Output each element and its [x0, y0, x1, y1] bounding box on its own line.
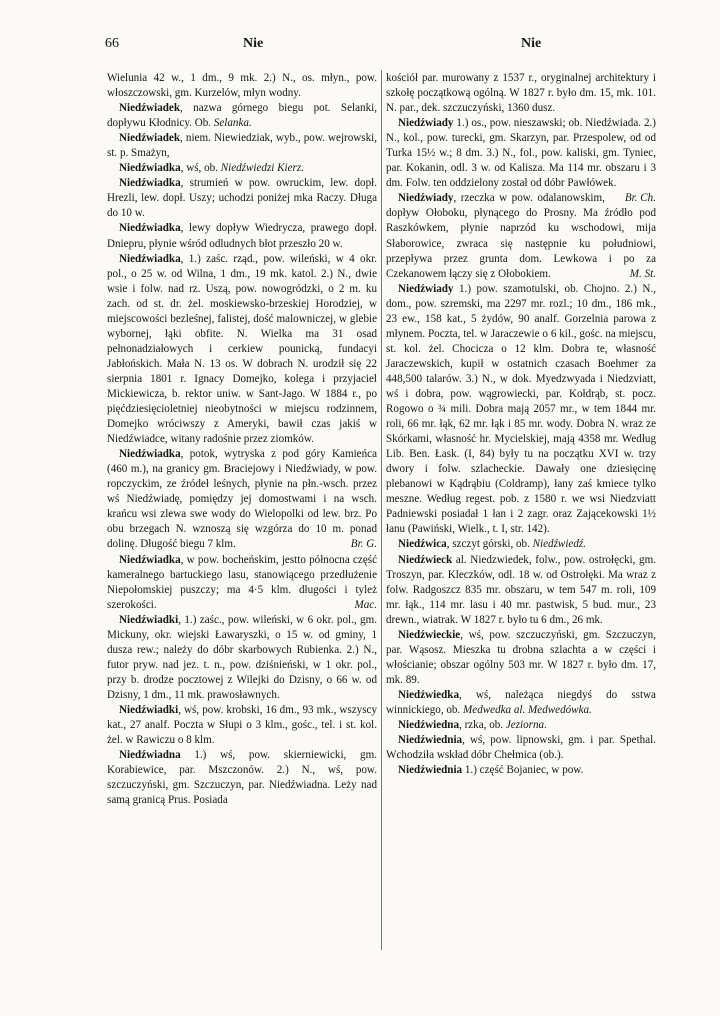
entry-text: , wś, ob. [180, 162, 218, 175]
entry-headword: Niedźwiady [398, 282, 454, 295]
dictionary-entry [107, 71, 377, 101]
entry-text: , potok, wytryska z pod góry Kamieńca (460 m.), na granicy gm. Braciejowy i Niedźwiady, w pow. ropczyckim, ze źródeł leśnych, płynie na płn.-wsch. przez wś Niedźwiadę, pomiędzy jej domostwami i na wsch. krańcu wsi zlewa swe wody do Wielopolki od lew. brz. Po obu brzegach N. wznoszą się wzgórza do 10 m. ponad dolinę. Długość biegu 7 klm. [107, 448, 377, 551]
entry-headword: Niedźwiadna [119, 749, 181, 762]
page-number: 66 [105, 36, 119, 51]
dictionary-entry [107, 176, 377, 221]
entry-cross-reference: Niedźwiedzi Kierz. [220, 162, 304, 175]
entry-text: , wś, pow. lipnowski, gm. i par. Spethal. Wchodziła wskład dóbr Chełmica (ob.). [386, 734, 656, 762]
dictionary-entry [107, 703, 377, 748]
dictionary-entry [386, 628, 656, 688]
dictionary-entry [107, 553, 377, 613]
right-column [386, 71, 656, 778]
entry-headword: Niedźwica [398, 538, 447, 551]
left-column [107, 71, 377, 808]
entry-headword: Niedźwiedna [398, 719, 460, 732]
dictionary-entry [107, 221, 377, 251]
entry-headword: Niedźwieckie [398, 628, 461, 641]
dictionary-entry [386, 763, 656, 778]
dictionary-entry [107, 161, 377, 176]
entry-headword: Niedźwiady [398, 192, 454, 205]
entry-headword: Niedźwiadka [119, 222, 181, 235]
entry-text: , niem. Niewiedziak, wyb., pow. wejrowski, st. p. Smażyn, [107, 132, 377, 160]
entry-text: al. Niedzwiedek, folw., pow. ostrołęcki, gm. Troszyn, par. Kleczków, odl. 18 w. od Ostrołęki. Ma wraz z folw. Radgoszcz 835 mr. obszaru, w tem 547 m. roli, 109 mr. łąk., 114 mr. lasu i 40 mr. pastwisk, 5 bud. mur., 23 drewn., wiatrak. W 1827 r. było tu 6 dm., 26 mk. [386, 553, 656, 626]
entry-cross-reference: Jeziorna. [505, 719, 547, 732]
entry-text: 1.) pow. szamotulski, ob. Chojno. 2.) N., dom., pow. szremski, ma 2297 mr. rozl.; 10 dm., 186 mk., 23 ew., 158 kat., 5 żydów, 90 analf. Gorzelnia parowa z młynem. Poczta, tel. w Jaraczewie o 6 kil., gośc. na miejscu, st. kol. żel. Chocicza o 12 klm. Dobra te, własność Jaraczewskich, kupił w ostatnich czasach Boehmer za 448,500 talarów. 3.) N., w dok. Myedzwyada i Niedzviatt, wś i dobra, pow. wągrowiecki, par. Kołdrąb, st. pocz. Rogowo o ¾ mili. Dobra mają 2057 mr., w tem 1844 mr. roli, 66 mr. łąk, 62 mr. łąk i 85 mr. wody. Dobra N. wraz ze Skórkami, własność hr. Mycielskiej, mają 4358 mr. Według Lib. Ben. Łask. (I, 84) były tu na początku XVI w. trzy dwory i folw. szlacheckie. Dawały one dziesięcinę plebanowi w Kądrąbiu (Coldramp), łany zaś kmiece tylko meszne. Według regest. pob. z 1580 r. we wsi Niedzviatt Padniewski posiadał 1 łan i 2 zagr. oraz Zającekowski 1½ łanu (Pawiński, Wielk., t. I, str. 142). [386, 282, 656, 536]
entry-headword: Niedźwiedka [398, 688, 460, 701]
dictionary-entry [107, 131, 377, 161]
entry-text: , 1.) zaśc., pow. wileński, w 6 okr. pol., gm. Mickuny, okr. wiejski Ławaryszki, o 15 w. od gminy, 1 dusza rew.; należy do dóbr skarbowych Rubienka. 2.) N., futor pryw. nad jez. t. n., pow. dziśnieński, w 1 okr. pol., przy b. drodze pocztowej z Wilejki do Dzisny, o 66 w. od Dzisny, 1 dm., 11 mk. prawosławnych. [107, 613, 377, 701]
entry-text: , wś, należąca niegdyś do sstwa winnickiego, ob. [386, 688, 656, 716]
entry-text: , w pow. bocheńskim, jestto północna część kameralnego bartuckiego lasu, stanowiącego przedłużenie Niepołomskiej puszczy; ma 4·5 klm. długości i tyleż szerokości. [107, 553, 377, 611]
dictionary-entry [386, 553, 656, 628]
entry-headword: Niedźwiadek [119, 102, 181, 115]
dictionary-entry [386, 718, 656, 733]
dictionary-entry [386, 71, 656, 116]
entry-text: , strumień w pow. owruckim, lew. dopł. Hrezli, lew. dopł. Uszy; uchodzi poniżej mka Raczy. Długa do 10 w. [107, 177, 377, 220]
dictionary-entry [107, 252, 377, 448]
author-signature: M. St. [629, 267, 656, 280]
entry-text: , nazwa górnego biegu pot. Selanki, dopływu Kłodnicy. Ob. [107, 102, 377, 130]
entry-text: , rzka, ob. [459, 719, 504, 732]
author-signature: Mac. [354, 598, 377, 611]
entry-headword: Niedźwiady [398, 117, 454, 130]
entry-headword: Niedźwiadka [119, 162, 181, 175]
entry-text: , wś, pow. szczuczyński, gm. Szczuczyn, par. Wąsosz. Mieszka tu drobna szlachta a w części i włościanie; obszar ogólny 503 mr. W 1827 r. było dm. 17, mk. 89. [386, 628, 656, 686]
author-signature: Br. Ch. [624, 192, 656, 205]
entry-cross-reference: Niedźwiedź. [532, 538, 586, 551]
entry-text: 1.) os., pow. nieszawski; ob. Niedźwiada. 2.) N., kol., pow. turecki, gm. Skarzyn, par. Przespolew, od od Turka 15½ w.; 8 dm. 3.) N., fol., pow. kaliski, gm. Tyniec, par. Kokanin, odl. 3 w. od Kalisza. Ma 114 mr. obszaru i 3 dm. Folw. ten oddzielony został od dóbr Pawłówek. [386, 117, 656, 190]
dictionary-entry [107, 447, 377, 552]
entry-headword: Niedźwiadka [119, 553, 181, 566]
entry-headword: Niedźwiadka [119, 448, 181, 461]
dictionary-entry [107, 613, 377, 703]
dictionary-entry [107, 101, 377, 131]
running-head-right: Nie [521, 36, 542, 51]
entry-text: kościół par. murowany z 1537 r., oryginalnej architektury i szkołę początkową ogólną. W 1827 r. było dm. 15, mk. 101. N. par., dek. szczuczyński, 1360 dusz. [386, 72, 656, 115]
entry-text: 1.) część Bojaniec, w pow. [462, 764, 584, 777]
entry-text: , wś, pow. krobski, 16 dm., 93 mk., wszyscy kat., 27 analf. Poczta w Słupi o 3 klm., gośc., tel. i st. kol. żel. w Rawiczu o 8 klm. [107, 703, 377, 747]
entry-cross-reference: Medwedka al. Medwedówka. [463, 703, 592, 716]
entry-headword: Niedźwiadka [119, 177, 181, 190]
entry-text: , lewy dopływ Wiedrycza, prawego dopł. Dniepru, płynie wśród odludnych błot przeszło 20 w. [107, 222, 377, 250]
dictionary-entry [386, 282, 656, 538]
entry-headword: Niedźwiadki [119, 703, 179, 716]
dictionary-entry [386, 688, 656, 718]
dictionary-entry [107, 748, 377, 808]
entry-text: 1.) wś, pow. skierniewicki, gm. Korabiewice, par. Mszczonów. 2.) N., wś, pow. szczuczyński, gm. Szczuczyn, par. Niedźwiadna. Leży nad samą granicą Prus. Posiada [107, 749, 377, 807]
entry-text: , szczyt górski, ob. [446, 538, 530, 551]
column-divider [381, 70, 382, 950]
author-signature: Br. G. [350, 538, 377, 551]
entry-headword: Niedźwiednia [398, 734, 463, 747]
entry-headword: Niedźwiadki [119, 613, 179, 626]
running-head-left: Nie [243, 36, 264, 51]
entry-text: , rzeczka w pow. odalanowskim, dopływ Ołoboku, płynącego do Prosny. Ma źródło pod Raszkówkem, płynie naprzód ku wschodowi, mija Słaborowice, zwraca się następnie ku południowi, przepływa przez grunta dom. Lewkowa i po za Czekanowem łączy się z Ołobokiem. [386, 192, 656, 280]
entry-headword: Niedźwiadek [119, 132, 181, 145]
entry-headword: Niedźwiednia [398, 764, 463, 777]
entry-text: , 1.) zaśc. rząd., pow. wileński, w 4 okr. pol., o 25 w. od Wilna, 1 dm., 19 mk. katol. 2.) N., dwie wsie i folw. nad rz. Uszą, pow. nowogródzki, o 2 m. ku zach. od st. dr. żel. moskiewsko-brzeskiej Horodziej, w miejscowości bezleśnej, falistej, dość malowniczej, w glebie wybornej, łąki obfite. N. Wielka ma 31 osad pełnonadziałowych i cerkiew pounicką, fundacyi Jabłońskich. Mała N. 13 os. W dobrach N. urodził się 22 sierpnia 1801 r. Ignacy Domejko, kolega i przyjaciel Mickiewicza, b. rektor uniw. w Sant-Jago. W 1884 r., po pięćdziesięcioletniej nieobytności w miejscu rodzinnem, Domejko wróciwszy z Ameryki, bawił czas jakiś w Niedźwiadce, witany radośnie przez ziomków. [107, 252, 377, 446]
dictionary-entry [386, 733, 656, 763]
entry-headword: Niedźwieck [398, 553, 453, 566]
page-header [105, 36, 668, 58]
dictionary-entry [386, 116, 656, 205]
dictionary-entry [386, 537, 656, 552]
entry-headword: Niedźwiadka [119, 252, 181, 265]
entry-cross-reference: Selanka. [213, 117, 252, 130]
entry-text: Wielunia 42 w., 1 dm., 9 mk. 2.) N., os. młyn., pow. włoszczowski, gm. Kurzelów, młyn wodny. [107, 72, 377, 100]
